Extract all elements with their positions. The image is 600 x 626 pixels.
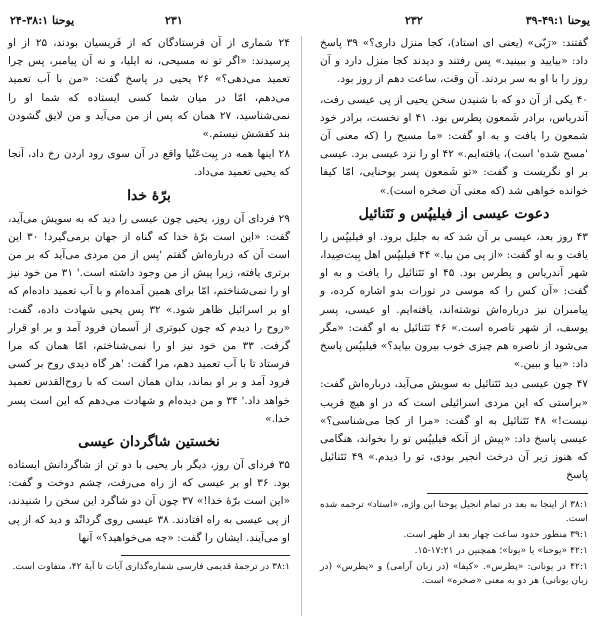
section-heading: نخستین شاگردان عیسی bbox=[78, 434, 220, 451]
footnotes bbox=[8, 560, 290, 574]
paragraph: ۴۰ یکی از آن دو که با شنیدن سخن یحیی از پی عیسی رفت، آندریاس، برادر شَمعون پطرس بود. ۴۱ او نخست، برادر خود شمعون را یافت و به او گفت: «ما مسیح را (که معنی آن 'مسح شده' است)، یافته‌ایم.» ۴۲ او را نزد عیسی برد. عیسی بر او نگریست و گفت: «تو شَمعون پسر یوحنایی، امّا کیفا خوانده خواهی شد (که معنی آن صخره است).» bbox=[320, 93, 588, 197]
section-heading: دعوت عیسی از فیلیپُس و نَتَنائیل bbox=[358, 205, 550, 222]
footnote: ۱:‏۳۸ از اینجا به بعد در تمام انجیل یوحنا این واژه، «استاد» ترجمه شده است. bbox=[320, 498, 588, 524]
paragraph: ۲۴ شماری از آن فرستادگان که از فَریسیان بودند، ۲۵ از او پرسیدند: «اگر تو نه مسیحی، نه ایلیا، و نه آن پیامبر، پس چرا تعمید می‌دهی؟» ۲۶ یحیی در پاسخ گفت: «من با آب تعمید می‌دهم، امّا در میان شما کسی ایستاده که شما او را نمی‌شناسید، ۲۷ همان که پس از من می‌آید و من لایق گشودن بند کفشش نیستم.» bbox=[8, 37, 291, 141]
right-page-number-box bbox=[405, 14, 423, 27]
paragraph: ۳۵ فردای آن روز، دیگر بار یحیی با دو تن از شاگردانش ایستاده بود. ۳۶ او بر عیسی که از راه می‌رفت، چشم دوخت و گفت: «این است برّهٔ خدا!» ۳۷ چون آن دو شاگرد این سخن را شنیدند، از پی عیسی به راه افتادند. ۳۸ عیسی روی گردانْد و دید که از پی او می‌آیند. ایشان را گفت: «چه می‌خواهید؟» آنها bbox=[8, 459, 291, 544]
paragraph: گفتند: «رَبّی» (یعنی ای استاد)، کجا منزل داری؟» ۳۹ پاسخ داد: «بیایید و ببینید.» پس رفتند و دیدند کجا منزل دارد و آن روز را با او به سر بردند. آن وقت، ساعت دهم از روز بود. bbox=[320, 37, 588, 86]
paragraph: ۴۳ روز بعد، عیسی بر آن شد که به جلیل برود. او فیلیپُس را یافت و به او گفت: «از پی من بیا.» ۴۴ فیلیپُس اهل بِیت‌صِیدا، شهر آندریاس و پطرس بود. ۴۵ او نَتَنائیل را یافت و به او گفت: «آن کس را که موسی در تورات بدو اشاره کرده، و پیامبران نیز درباره‌اش نوشته‌اند، یافته‌ایم. او عیسی، پسر یوسف، از شهر ناصره است.» ۴۶ نَتَنائیل به او گفت: «مگر می‌شود از ناصره هم چیزی خوب بیرون بیاید؟» فیلیپُس پاسخ داد: «بیا و ببین.» bbox=[320, 230, 589, 371]
footnotes bbox=[320, 498, 588, 588]
footnote-rule bbox=[121, 555, 290, 556]
right-column bbox=[320, 34, 588, 590]
footnote: ۱:‏۴۲ «یوحنا» یا «یونا»؛ همچنین در ۲۱:‏۱۵-۱۷. bbox=[414, 544, 588, 556]
footnote: ۱:‏۳۸ در ترجمهٔ قدیمی فارسی شماره‌گذاری آیات تا آیهٔ ۴۲، متفاوت است. bbox=[12, 561, 290, 573]
column-divider bbox=[301, 36, 302, 616]
footnote: ۱:‏۴۲ در یونانی: «پطرس». «کیفا» (در زبان آرامی) و «پطرس» (در زبان یونانی) هر دو به معنی «صخره» است. bbox=[320, 560, 588, 586]
left-page-number-box bbox=[165, 14, 183, 27]
right-page-number: ۲۳۲ bbox=[405, 14, 423, 27]
paragraph: ۲۹ فردای آن روز، یحیی چون عیسی را دید که به سویش می‌آید، گفت: «این است برّهٔ خدا که گناه از جهان برمی‌گیرد! ۳۰ این است آن که درباره‌اش گفتم 'پس از من مردی می‌آید که بر من برتری یافته، زیرا پیش از من وجود داشته است.' ۳۱ من خود نیز او را نمی‌شناختم، امّا برای همین آمده‌ام و با آب تعمید داده‌ام که او بر اسرائیل ظاهر شود.» ۳۲ پس یحیی شهادت داده، گفت: «روح را دیدم که چون کبوتری از آسمان فرود آمد و بر او قرار گرفت. ۳۳ من خود نیز او را نمی‌شناختم، امّا همان که مرا فرستاد تا با آب تعمید دهم، مرا گفت: 'هر گاه دیدی روح بر کسی فرود آمد و بر او بماند، بدان همان است که با روح‌القدس تعمید خواهد داد.' ۳۴ و من دیده‌ام و شهادت می‌دهم که این است پسر خدا.» bbox=[8, 212, 291, 425]
right-page-header bbox=[526, 14, 590, 27]
right-page-reference: یوحنا ۱:‏۳۹-۴۹ bbox=[525, 14, 590, 27]
paragraph: ۴۷ چون عیسی دید نَتَنائیل به سویش می‌آید، درباره‌اش گفت: «براستی که این مردی اسرائیلی است که در او هیچ فریب نیست!» ۴۸ نَتَنائیل به او گفت: «مرا از کجا می‌شناسی؟» عیسی پاسخ داد: «پیش از آنکه فیلیپُس تو را بخواند، هنگامی که هنوز زیر آن درخت انجیر بودی، تو را دیدم.» ۴۹ نَتَنائیل پاسخ bbox=[320, 378, 588, 482]
left-column bbox=[8, 34, 290, 576]
left-page-number: ۲۳۱ bbox=[165, 14, 183, 27]
left-page-reference: یوحنا ۱:‏۲۴-۳۸ bbox=[10, 14, 75, 27]
left-page-header bbox=[10, 14, 74, 27]
footnote-rule bbox=[427, 493, 588, 494]
paragraph: ۲۸ اینها همه در بِیت‌عَنْیا واقع در آن سوی رود اردن رخ داد، آنجا که یحیی تعمید می‌داد. bbox=[8, 148, 290, 179]
footnote: ۱:‏۳۹ منظور حدود ساعت چهار بعد از ظهر است. bbox=[403, 528, 588, 540]
section-heading: برّهٔ خدا bbox=[127, 187, 171, 204]
